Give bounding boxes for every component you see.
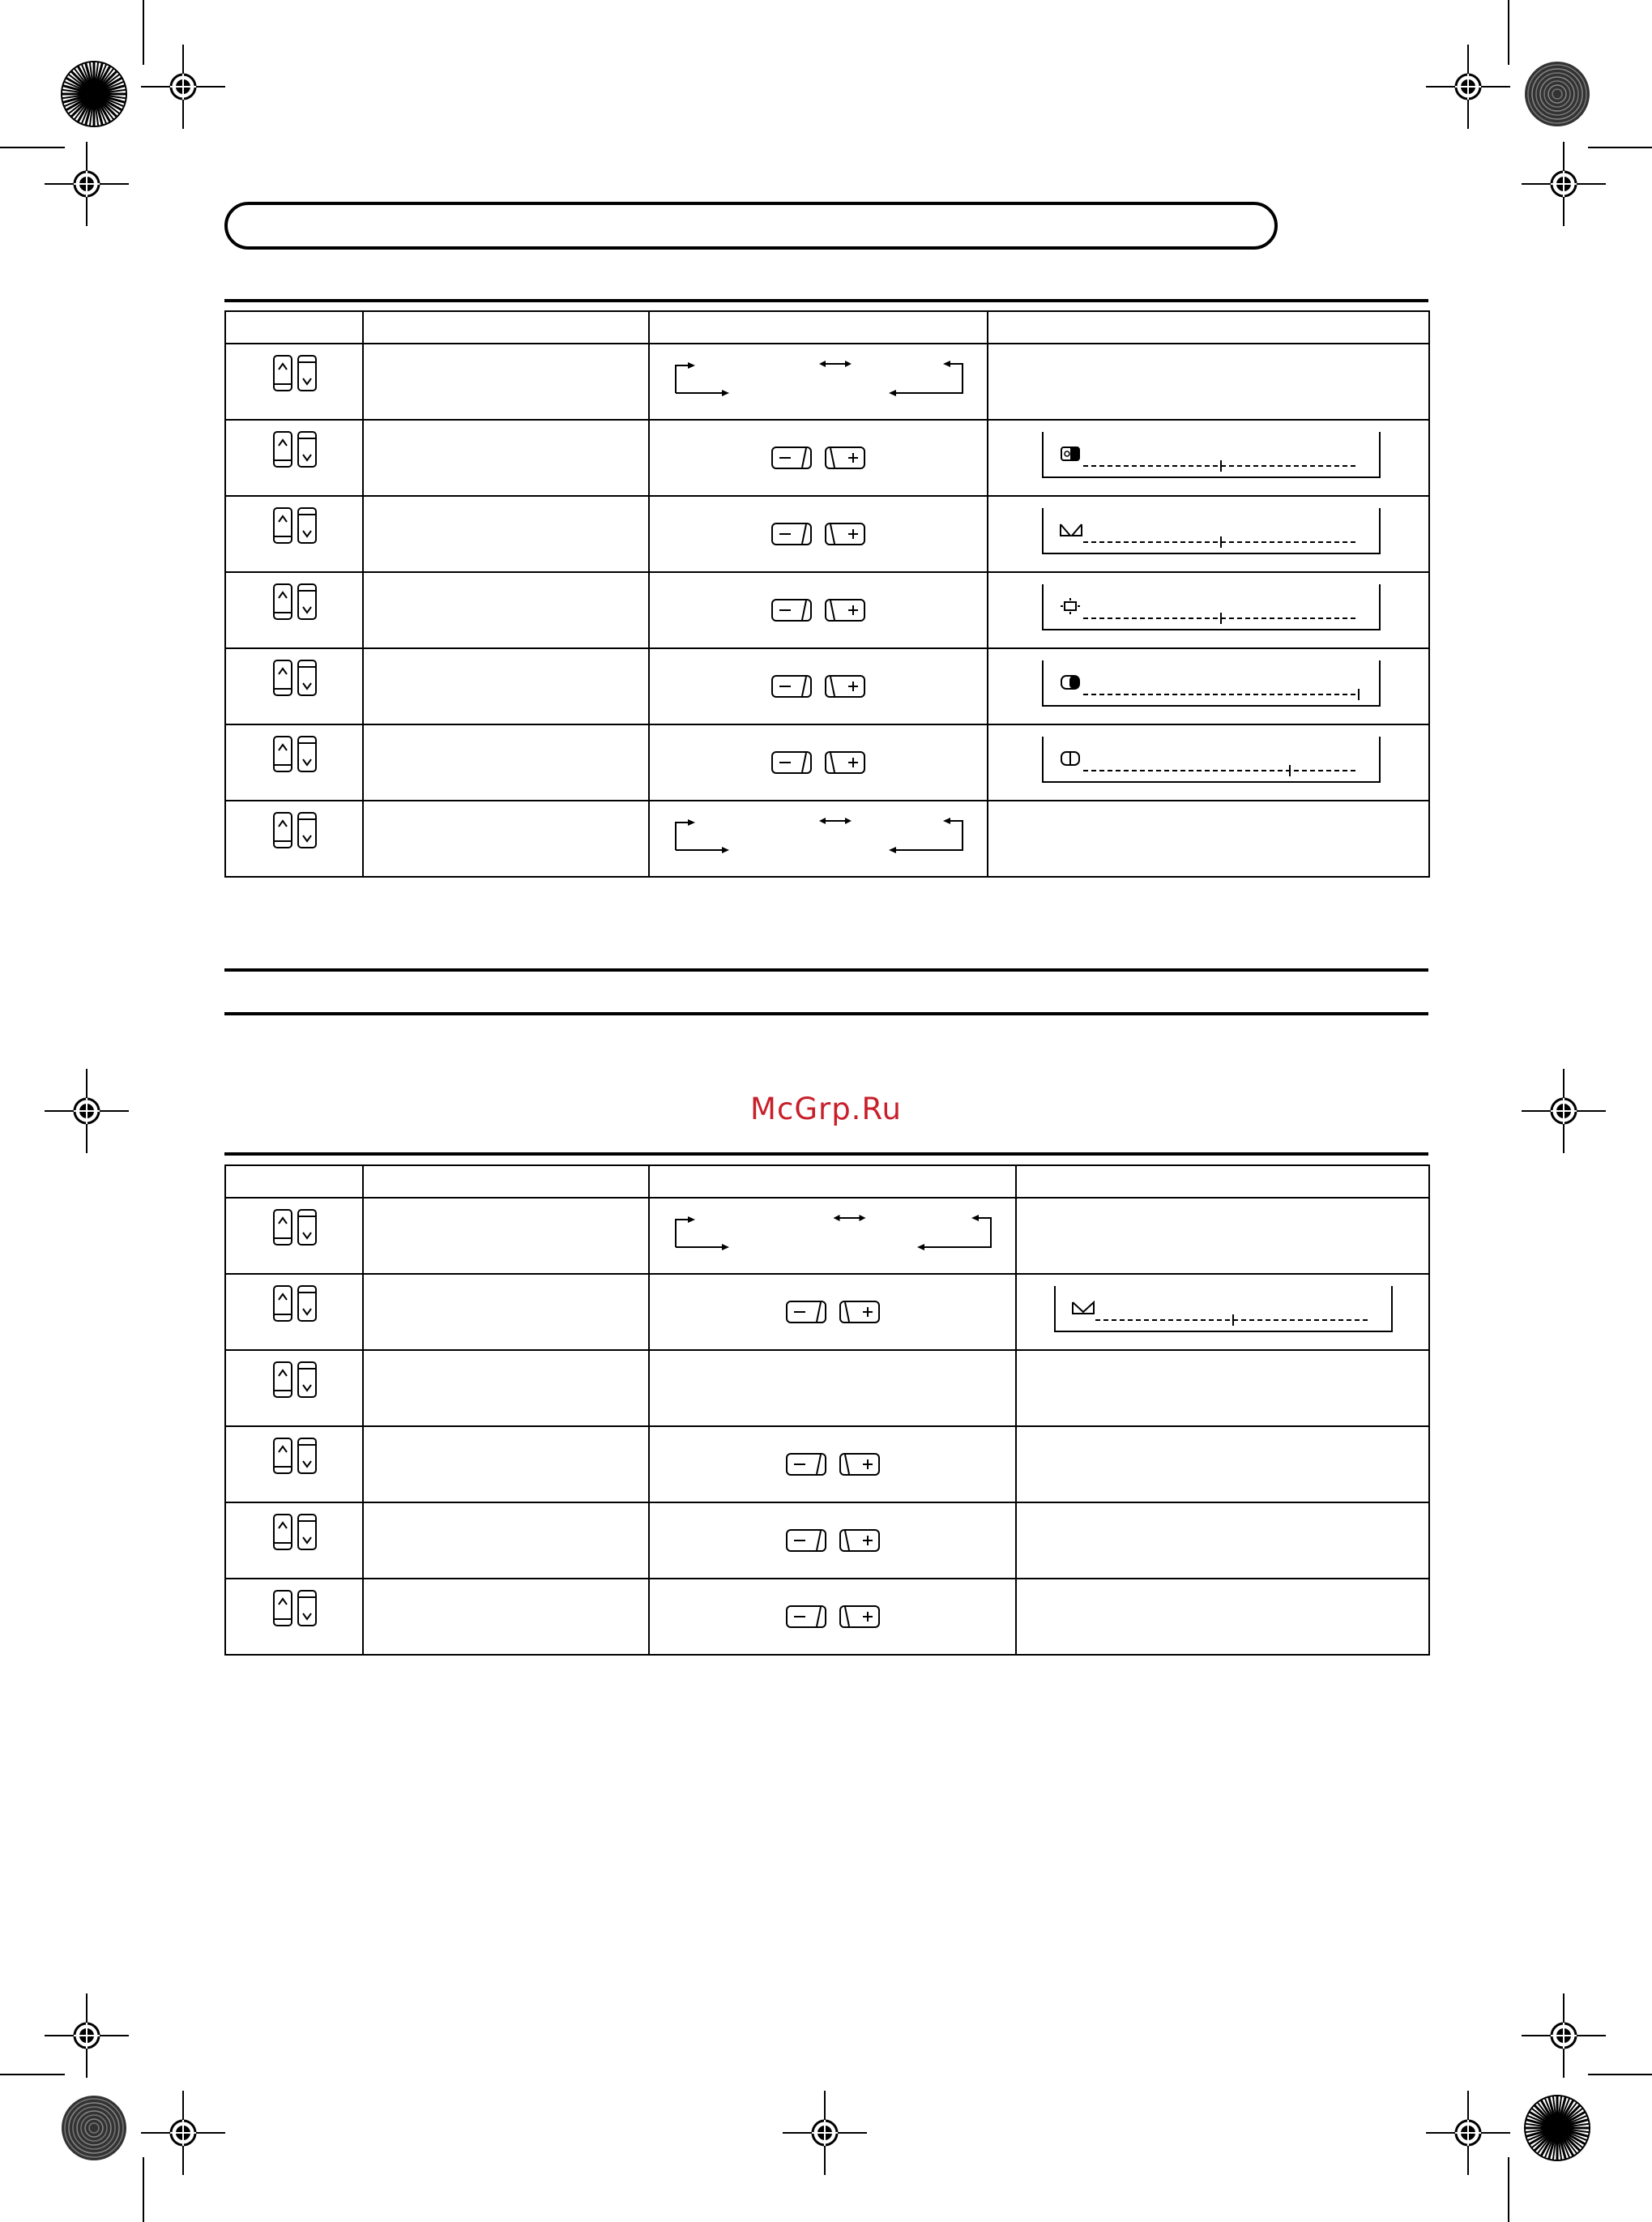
display-cell [1016,1198,1429,1274]
osd-slider-frame [1053,1284,1394,1333]
table-row [225,1350,1429,1426]
display-cell [988,572,1429,648]
osd-slider [1041,583,1381,631]
function-label [363,344,649,420]
minus-plus-key-icon [771,750,868,776]
function-label [363,801,649,877]
action-cell [649,1350,1016,1426]
table-row [225,1426,1429,1502]
up-down-key-icon [272,506,321,545]
section-title-box [224,202,1278,250]
display-cell [988,344,1429,420]
up-down-key-icon [272,354,321,393]
table-row [225,1502,1429,1579]
action-cell [649,724,988,801]
display-cell [1016,1350,1429,1426]
function-label [363,1426,649,1502]
action-cell [649,801,988,877]
key-cell [225,420,363,496]
osd-slider-frame [1041,506,1381,555]
minus-plus-key-icon [771,521,868,547]
up-down-key-icon [272,1361,321,1399]
action-cell [649,1274,1016,1350]
header-cell [225,1165,363,1198]
header-cell [649,1165,1016,1198]
up-down-key-icon [272,1589,321,1628]
up-down-key-icon [272,659,321,698]
osd-slider [1041,430,1381,479]
key-cell [225,1579,363,1655]
rule-table2 [224,1152,1428,1156]
up-down-key-icon [272,1208,321,1247]
table-row [225,801,1429,877]
table-row [225,1198,1429,1274]
starburst-icon [62,62,126,126]
action-cell [649,344,988,420]
contrast-icon [1059,445,1083,463]
starburst-icon [1525,2096,1590,2160]
up-down-key-icon [272,430,321,469]
osd-slider [1053,1284,1394,1333]
action-cell [649,1502,1016,1579]
table-row [225,420,1429,496]
concentric-circles-icon [1525,62,1590,126]
function-label [363,572,649,648]
function-label [363,648,649,724]
function-label [363,1198,649,1274]
header-cell [988,311,1429,344]
action-cell [649,648,988,724]
cycle-arrows-icon [666,356,972,404]
action-cell [649,1579,1016,1655]
display-cell [1016,1426,1429,1502]
key-cell [225,572,363,648]
display-cell [988,801,1429,877]
osd-slider-frame [1041,430,1381,479]
table-row [225,648,1429,724]
table-row [225,496,1429,572]
key-cell [225,648,363,724]
key-cell [225,496,363,572]
key-cell [225,724,363,801]
minus-plus-key-icon [785,1528,882,1553]
cycle-arrows-icon [666,813,972,861]
balance-icon [1071,1299,1095,1317]
up-down-key-icon [272,583,321,622]
function-label [363,1502,649,1579]
cycle-arrows-icon [666,1210,1001,1258]
osd-slider-frame [1041,583,1381,631]
table-row [225,1274,1429,1350]
rule-mid-1 [224,968,1428,972]
table-header-row [225,311,1429,344]
display-cell [988,420,1429,496]
up-down-key-icon [272,811,321,850]
colour-icon [1059,673,1083,691]
brightness-icon [1059,597,1083,615]
function-label [363,496,649,572]
key-cell [225,344,363,420]
header-cell [363,1165,649,1198]
action-cell [649,1426,1016,1502]
key-cell [225,1426,363,1502]
osd-slider [1041,506,1381,555]
key-cell [225,1198,363,1274]
key-cell [225,801,363,877]
minus-plus-key-icon [771,445,868,471]
rule-mid-2 [224,1012,1428,1015]
menu-table-2 [224,1164,1430,1656]
table-row [225,572,1429,648]
key-cell [225,1274,363,1350]
up-down-key-icon [272,735,321,774]
header-cell [649,311,988,344]
table-row [225,724,1429,801]
action-cell [649,572,988,648]
watermark: McGrp.Ru [750,1092,902,1126]
osd-slider [1041,659,1381,707]
header-cell [225,311,363,344]
action-cell [649,496,988,572]
function-label [363,724,649,801]
display-cell [988,496,1429,572]
function-label [363,1579,649,1655]
display-cell [1016,1502,1429,1579]
function-label [363,1274,649,1350]
table-row [225,1579,1429,1655]
function-label [363,1350,649,1426]
key-cell [225,1350,363,1426]
minus-plus-key-icon [785,1299,882,1325]
function-label [363,420,649,496]
rule-top [224,299,1428,302]
display-cell [1016,1579,1429,1655]
tint-icon [1059,750,1083,767]
concentric-circles-icon [62,2096,126,2160]
key-cell [225,1502,363,1579]
minus-plus-key-icon [771,597,868,623]
table-header-row [225,1165,1429,1198]
sharpness-icon [1059,521,1083,539]
minus-plus-key-icon [785,1451,882,1477]
menu-table-1 [224,310,1430,878]
up-down-key-icon [272,1284,321,1323]
display-cell [988,724,1429,801]
action-cell [649,420,988,496]
osd-slider-frame [1041,735,1381,784]
display-cell [988,648,1429,724]
osd-slider [1041,735,1381,784]
up-down-key-icon [272,1437,321,1476]
header-cell [1016,1165,1429,1198]
action-cell [649,1198,1016,1274]
minus-plus-key-icon [785,1604,882,1630]
minus-plus-key-icon [771,673,868,699]
osd-slider-frame [1041,659,1381,707]
header-cell [363,311,649,344]
display-cell [1016,1274,1429,1350]
table-row [225,344,1429,420]
up-down-key-icon [272,1513,321,1552]
